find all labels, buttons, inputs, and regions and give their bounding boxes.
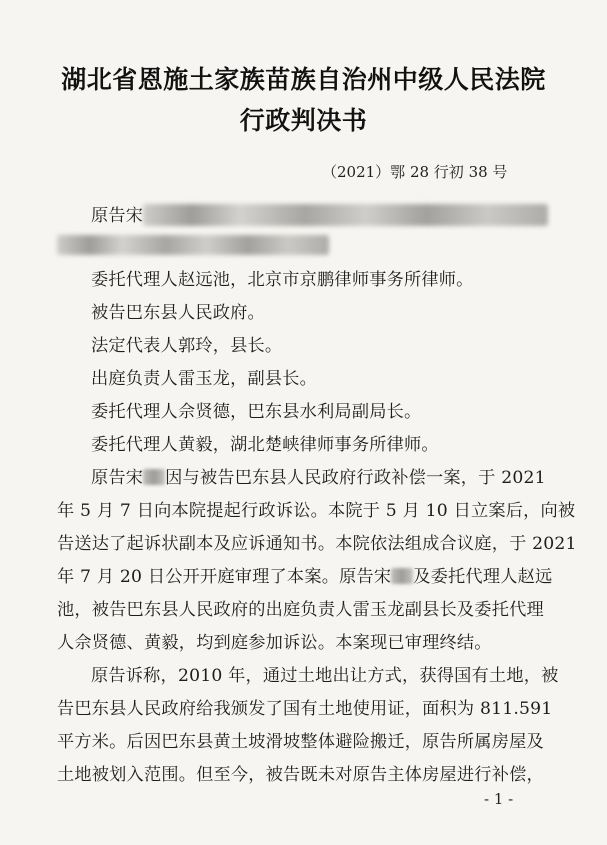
party-line: 委托代理人佘贤德，巴东县水利局副局长。 [91, 402, 422, 422]
page-number: - 1 - [484, 790, 514, 808]
paragraph-line: 平方米。后因巴东县黄土坡滑坡整体避险搬迁，原告所属房屋及 [57, 732, 544, 752]
paragraph-line: 原告诉称，2010 年，通过土地出让方式，获得国有土地，被 [91, 666, 559, 686]
paragraph-line: 人佘贤德、黄毅，均到庭参加诉讼。本案现已审理终结。 [57, 633, 492, 653]
plaintiff-line [91, 201, 143, 226]
redacted-plaintiff-info-cont [57, 235, 329, 255]
plaintiff-prefix: 原告宋 [91, 206, 144, 226]
paragraph-line: 告送达了起诉状副本及应诉通知书。本院依法组成合议庭，于 2021 [57, 534, 577, 554]
text-run: 及委托代理人赵远 [413, 567, 553, 587]
party-line: 委托代理人赵远池，北京市京鹏律师事务所律师。 [91, 270, 474, 290]
redacted-name [391, 568, 413, 584]
redacted-name [143, 469, 165, 485]
paragraph-line: 年 5 月 7 日向本院提起行政诉讼。本院于 5 月 10 日立案后，向被 [57, 501, 576, 521]
court-name: 湖北省恩施土家族苗族自治州中级人民法院 [61, 65, 546, 94]
party-line: 被告巴东县人民政府。 [91, 303, 265, 323]
text-run: 原告宋 [91, 468, 144, 488]
party-line: 委托代理人黄毅，湖北楚峡律师事务所律师。 [91, 435, 439, 455]
paragraph-line: 池，被告巴东县人民政府的出庭负责人雷玉龙副县长及委托代理 [57, 600, 544, 620]
document-type: 行政判决书 [239, 106, 368, 135]
text-run: 年 7 月 20 日公开开庭审理了本案。原告宋 [57, 567, 392, 587]
case-number: （2021）鄂 28 行初 38 号 [322, 163, 508, 181]
paragraph-line [91, 463, 546, 488]
party-line: 法定代表人郭玲，县长。 [91, 336, 283, 356]
party-line: 出庭负责人雷玉龙，副县长。 [91, 369, 318, 389]
redacted-plaintiff-info [143, 204, 548, 226]
paragraph-line: 告巴东县人民政府给我颁发了国有土地使用证，面积为 811.591 [57, 699, 553, 719]
paragraph-line: 土地被划入范围。但至今，被告既未对原告主体房屋进行补偿， [57, 765, 544, 785]
paragraph-line [57, 562, 552, 587]
text-run: 因与被告巴东县人民政府行政补偿一案，于 2021 [165, 468, 546, 488]
